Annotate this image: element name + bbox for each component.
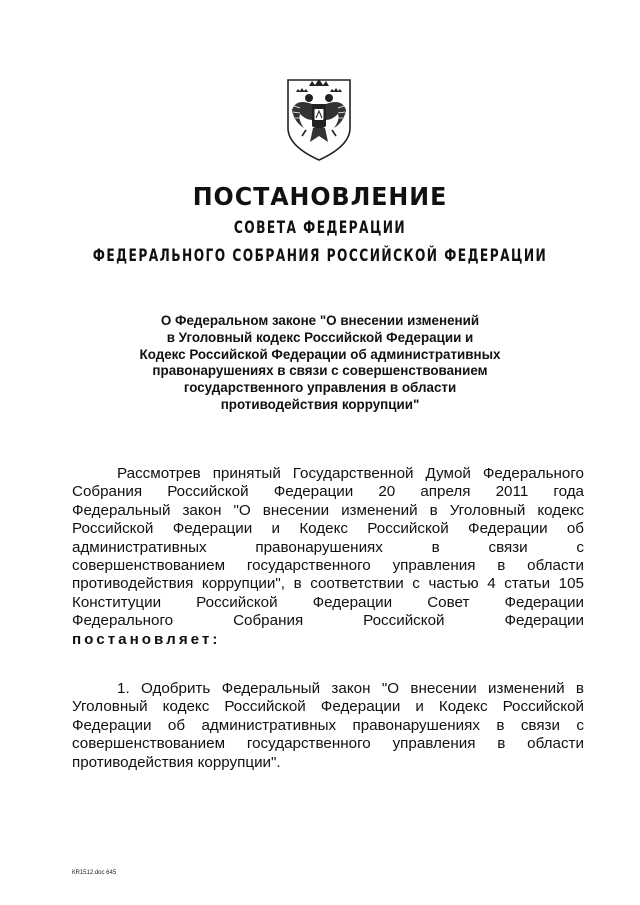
resolution-item-1 [72, 680, 584, 772]
resolves-word: постановляет: [72, 630, 221, 648]
paragraph-line: Федерации об административных правонарушениях в связи с [72, 716, 584, 734]
paragraph-line: Собрания Российской Федерации 20 апреля 2011 года [72, 483, 584, 501]
subject-line: правонарушениях в связи с совершенствованием [152, 363, 488, 379]
paragraph-line: Российской Федерации и Кодекс Российской Федерации об [72, 520, 584, 538]
paragraph-line: административных правонарушениях в связи с [72, 538, 584, 556]
issuer-line-1: СОВЕТА ФЕДЕРАЦИИ [233, 218, 407, 238]
paragraph-line: 1. Одобрить Федеральный закон "О внесении изменений в [117, 680, 584, 697]
paragraph-line: противодействия коррупции", в соответствии с частью 4 статьи 105 [72, 575, 584, 593]
resolution-subject [96, 313, 544, 414]
paragraph-line: Федеральный закон "О внесении изменений в Уголовный кодекс [72, 501, 584, 519]
paragraph-line: Конституции Российской Федерации Совет Федерации [72, 593, 584, 611]
subject-line: Кодекс Российской Федерации об административных [139, 346, 501, 362]
paragraph-line: противодействия коррупции". [72, 753, 281, 771]
subject-line: государственного управления в области [183, 380, 457, 396]
paragraph-line: совершенствованием государственного управления в области [72, 557, 584, 575]
coat-of-arms-icon [282, 76, 356, 162]
paragraph-line: Федерального Собрания Российской Федерации [72, 612, 584, 630]
paragraph-line: Рассмотрев принятый Государственной Думой Федерального [117, 465, 584, 482]
document-code: КR1512.doc 645 [72, 870, 117, 876]
document-title: ПОСТАНОВЛЕНИЕ [192, 182, 448, 211]
paragraph-line: совершенствованием государственного управления в области [72, 735, 584, 753]
preamble-paragraph [72, 465, 584, 649]
subject-line: противодействия коррупции" [220, 396, 420, 412]
paragraph-line: Уголовный кодекс Российской Федерации и Кодекс Российской [72, 698, 584, 716]
subject-line: О Федеральном законе "О внесении изменений [160, 313, 480, 328]
subject-line: в Уголовный кодекс Российской Федерации и [166, 329, 474, 345]
issuer-line-2: ФЕДЕРАЛЬНОГО СОБРАНИЯ РОССИЙСКОЙ ФЕДЕРАЦИИ [92, 246, 548, 266]
